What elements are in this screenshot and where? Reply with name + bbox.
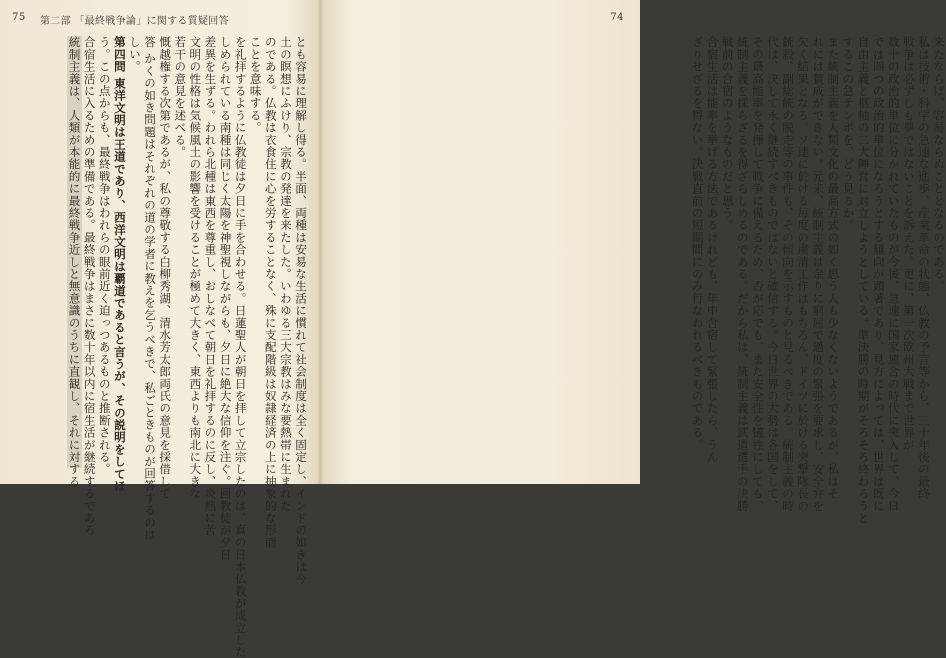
left-text-line: 統制主義は、人類が本能的に最終戦争近しと無意識のうちに直観し、それに対する bbox=[67, 36, 82, 488]
page-number-left: 75 bbox=[12, 12, 26, 23]
right-text-line: ざりせざるを得ない。決戦直前の短期間にのみ行なわれるべきものである。 bbox=[690, 36, 705, 451]
left-text-line: しい。 bbox=[127, 36, 142, 73]
left-text-line: 第四問 東洋文明は王道であり、西洋文明は覇道であると言うが、その説明をしてほ bbox=[112, 36, 127, 493]
left-text-line: 文明の性格は気候風土の影響を受けることが極めて大きく、東西よりも南北に大きな bbox=[188, 36, 203, 500]
right-text-block bbox=[652, 36, 946, 524]
right-page bbox=[320, 0, 946, 524]
left-text-line: 土の瞑想にふけり、宗教の発達を来たした。いわゆる三大宗教はみな要熱帯に生まれた bbox=[278, 36, 293, 512]
right-text-line: では四つの政治的単位になろうとする傾向が顕著であり、見方によっては、世界は既に bbox=[871, 36, 886, 512]
left-text-block bbox=[14, 36, 308, 658]
right-text-line: 数十の政治的単位に分かれていたものが今後、急速に国家連合の時代に突入して、今日 bbox=[886, 36, 901, 512]
right-text-line: 統制主義を採らざるを得ざらしめるのである。だから私は、統制主義は武道選手の決勝 bbox=[735, 36, 750, 512]
left-text-line: しめられている南種は同じく太陽を神聖視しながらも、夕日に絶大な信仰を注ぐ。回教徒が夕日 bbox=[218, 36, 233, 561]
right-text-line: するこの急テンポを、どう見るか。 bbox=[841, 36, 856, 232]
left-page bbox=[0, 0, 320, 658]
right-text-line: 戦前の合宿のようなものだと思う。 bbox=[720, 36, 735, 232]
right-text-line: 合宿生活は能率を挙げる方法であるけれども、年中合宿して緊張したら、うん bbox=[705, 36, 720, 463]
left-text-line: のである。仏教は衣食住に心を労することなく、殊に支配階級は奴隷経済の上に抽象的な形而 bbox=[263, 36, 278, 549]
left-text-line: 合宿生活に入るための準備である。最終戦争はまさに数十年以内に宿生活が継続するであろ bbox=[82, 36, 97, 537]
left-text-line: 答 かくの如き問題はそれぞれの道の学者に教えを乞うべきで、私ごときものが回答するのは bbox=[143, 36, 158, 541]
right-text-line: また統制主義を人類文化の最高方式の如く思う人も少なくないようであるが、私はそ bbox=[826, 36, 841, 500]
right-text-line: 私は技術・科学の急速な進歩、産業革命の状態、仏教の予言等から、三十年後の最終 bbox=[916, 36, 931, 500]
left-text-line: 差異を生ずる。われら北種は東西を尊重し、おしなべて朝日を礼拝するのに反し、炎熱に苦 bbox=[203, 36, 218, 537]
left-text-line: 慨越権する次第であるが、私の尊敬する白柳秀湖、清水芳太郎両氏の意見を採借して bbox=[158, 36, 173, 500]
left-text-line: を礼拝するように仏教徒は夕日に手を合わせる。日蓮聖人が朝日を拝して立宗したのは、真の日本仏教が成立した bbox=[233, 36, 248, 658]
right-text-line: 戦争は必ずしも夢ではないことを訴えた。更に、第一次欧州大戦まで世界が bbox=[901, 36, 916, 451]
page-number-right: 74 bbox=[610, 12, 624, 23]
left-text-line: 若干の意見を述べる。 bbox=[173, 36, 188, 158]
running-head: 第二部 「最終戦争論」に関する質疑回答 bbox=[40, 16, 229, 27]
right-text-line: 銃殺、副総統の脱走等の事件も、その傾向を示すものと見るべきである。統制主義の時 bbox=[781, 36, 796, 512]
left-text-line: う。この点からも、最終戦争はわれらの眼前近く迫っつあるものと推断される。 bbox=[97, 36, 112, 476]
right-text-line: 来たならば、容易ならぬこととなるのである。 bbox=[932, 36, 946, 293]
right-text-line: れには賛成ができない。元来、統制主義は余りに窮屈で過度の緊張を要求し、安全弁を bbox=[811, 36, 826, 512]
right-text-line: 欠く結果となる。ソ連に於ける毎度の粛清工作はもちろん、ドイツに於ける突撃隊長の bbox=[796, 36, 811, 512]
right-text-line: 代は、決して永く継続すべきものではないと確信する。今日世界の大勢は各国をして、 bbox=[765, 36, 780, 512]
right-text-line: 自由主義と枢軸の二大陣営に対立しようとしている。準決勝の時期がそろそろ終わろうと bbox=[856, 36, 871, 524]
left-text-line: とも容易に理解し得る。半面、両種は安易な生活に慣れて社会制度は全く固定し、インドの如きは今 bbox=[294, 36, 308, 585]
right-text-line: その最高能率を発揮して戦争に備えるため、否が応でも、また安全性を犠牲にしても、 bbox=[750, 36, 765, 512]
left-text-line: ことを意味する。 bbox=[248, 36, 263, 134]
